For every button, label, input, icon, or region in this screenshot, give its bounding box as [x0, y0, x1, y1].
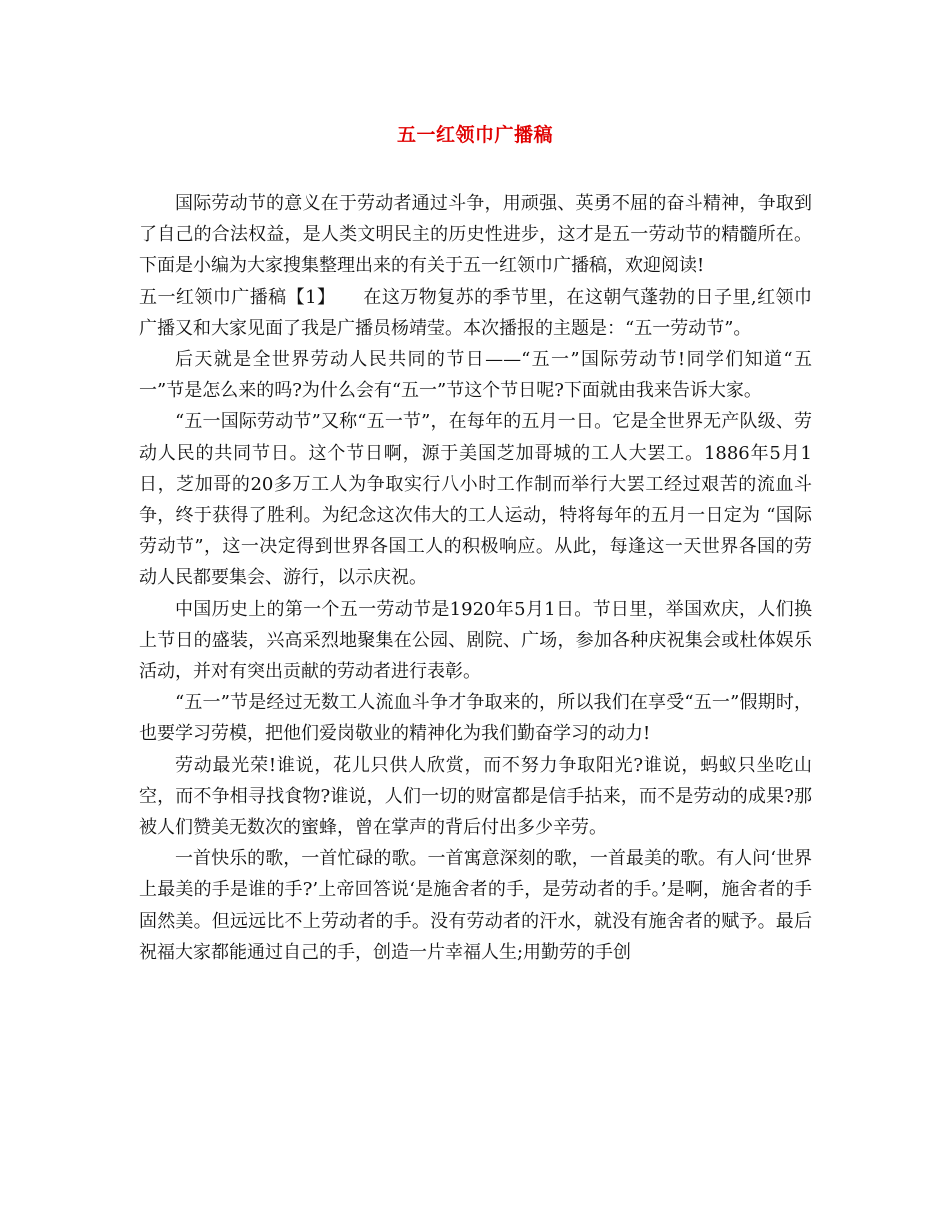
paragraph-china-history: 中国历史上的第一个五一劳动节是1920年5月1日。节日里，举国欢庆，人们换上节日的盛装，兴高采烈地聚集在公园、剧院、广场，参加各种庆祝集会或杜体娱乐活动，并对有突出贡献的劳动者进行表彰。	[139, 598, 812, 683]
document-title: 五一红领巾广播稿	[396, 124, 553, 146]
paragraph-learn-from-models: “五一”节是经过无数工人流血斗争才争取来的，所以我们在享受“五一”假期时，也要学习劳模，把他们爱岗敬业的精神化为我们勤奋学习的动力!	[139, 692, 812, 745]
paragraph-intro: 国际劳动节的意义在于劳动者通过斗争，用顽强、英勇不屈的奋斗精神，争取到了自己的合法权益，是人类文明民主的历史性进步，这才是五一劳动节的精髓所在。下面是小编为大家搜集整理出来的有关于五一红领巾广播稿，欢迎阅读!	[139, 193, 812, 277]
paragraph-holiday-question: 后天就是全世界劳动人民共同的节日——“五一”国际劳动节!同学们知道“五一”节是怎么来的吗?为什么会有“五一”节这个节日呢?下面就由我来告诉大家。	[139, 349, 812, 402]
document-body	[139, 188, 812, 968]
paragraph-holiday-origin: “五一国际劳动节”又称“五一节”，在每年的五月一日。它是全世界无产队级、劳动人民的共同节日。这个节日啊，源于美国芝加哥城的工人大罢工。1886年5月1日，芝加哥的20多万工人为争取实行八小时工作制而举行大罢工经过艰苦的流血斗争，终于获得了胜利。为纪念这次伟大的工人运动，特将每年的五月一日定为 “国际劳动节”，这一决定得到世界各国工人的积极响应。从此，每逢这一天世界各国的劳动人民都要集会、游行，以示庆祝。	[139, 411, 812, 589]
paragraph-labor-glory: 劳动最光荣!谁说，花儿只供人欣赏，而不努力争取阳光?谁说，蚂蚁只坐吃山空，而不争相寻找食物?谁说，人们一切的财富都是信手拈来，而不是劳动的成果?那被人们赞美无数次的蜜蜂，曾在掌声的背后付出多少辛劳。	[139, 754, 813, 839]
paragraph-most-beautiful-hands: 一首快乐的歌，一首忙碌的歌。一首寓意深刻的歌，一首最美的歌。有人问‘世界上最美的手是谁的手?’上帝回答说‘是施舍者的手，是劳动者的手。’是啊，施舍者的手固然美。但远远比不上劳动者的手。没有劳动者的汗水，就没有施舍者的赋予。最后祝福大家都能通过自己的手，创造一片幸福人生;用勤劳的手创	[139, 848, 812, 963]
paragraph-broadcast-opening: 五一红领巾广播稿【1】 在这万物复苏的季节里，在这朝气蓬勃的日子里,红领巾广播又和大家见面了我是广播员杨靖莹。本次播报的主题是：“五一劳动节”。	[139, 286, 812, 339]
